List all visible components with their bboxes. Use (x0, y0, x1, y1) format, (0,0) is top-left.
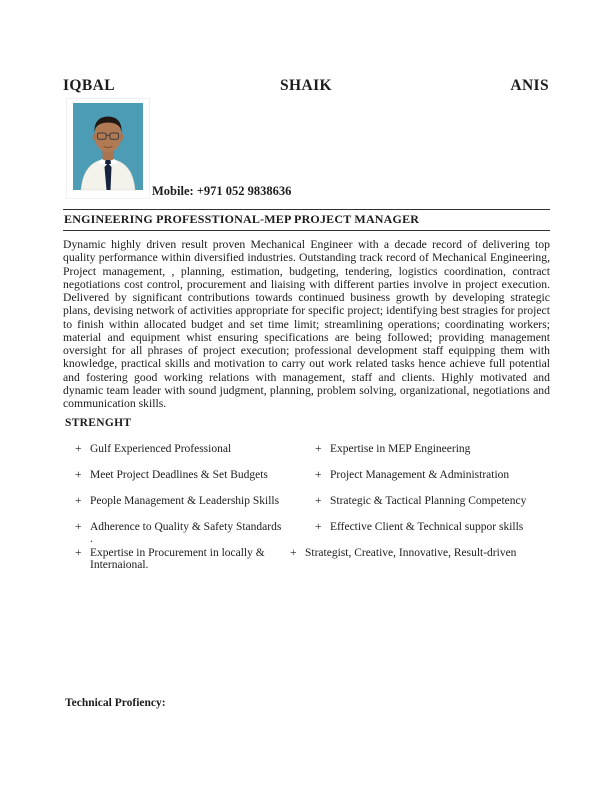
strength-item (315, 469, 547, 481)
strength-label: Expertise in MEP Engineering (330, 443, 471, 455)
strength-label: Expertise in Procurement in locally & Internaional. (90, 547, 265, 571)
plus-bullet-icon: + (75, 443, 82, 455)
strengths-row (63, 443, 550, 469)
plus-bullet-icon: + (290, 547, 297, 559)
strength-item (315, 521, 547, 533)
strength-item (75, 521, 287, 545)
strength-label: Gulf Experienced Professional (90, 443, 232, 455)
strength-item (315, 495, 547, 507)
strength-label: Project Management & Administration (330, 469, 510, 481)
plus-bullet-icon: + (315, 521, 322, 533)
summary-paragraph: Dynamic highly driven result proven Mechanical Engineer with a decade record of delivering top quality performance within diversified industries. Outstanding track record of Mechanical Engineering, Project management, , planning, estimation, budgeting, tendering, logistics coordination, contract negotiations cost control, procurement and liaising with different parties involve in project execution. Delivered by significant contributions towards continued business growth by developing strategic plans, devising network of activities appropriate for specific project; identifying best stragies for project to finish within allocated budget and set time limit; streamlining operations; coordinating workers; material and equipment whist ensuring specifications are being followed; providing management oversight for all phrases of project execution; professional development staff equipping them with knowledge, practical skills and motivation to carry out work related tasks hence achieve full potential and fostering good working relations with management, staff and clients. Highly motivated and dynamic team leader with sound judgment, planning, problem solving, organizational, negotiations and communication skills. (63, 238, 550, 410)
name-last: ANIS (510, 77, 549, 94)
plus-bullet-icon: + (315, 443, 322, 455)
plus-bullet-icon: + (75, 469, 82, 481)
plus-bullet-icon: + (75, 547, 82, 559)
plus-bullet-icon: + (315, 495, 322, 507)
plus-bullet-icon: + (315, 469, 322, 481)
portrait-photo-image (67, 99, 149, 198)
title-banner: ENGINEERING PROFESSTIONAL-MEP PROJECT MANAGER (63, 209, 550, 231)
plus-bullet-icon: + (75, 495, 82, 507)
name-middle: SHAIK (280, 77, 332, 94)
strengths-list (63, 443, 550, 573)
strength-item (75, 443, 287, 455)
strength-item (315, 443, 547, 455)
strengths-row (63, 521, 550, 547)
strength-label: Adherence to Quality & Safety Standards . (90, 521, 282, 545)
header-names (63, 77, 549, 95)
portrait-photo (67, 99, 149, 198)
strength-label: Strategist, Creative, Innovative, Result-driven (305, 547, 517, 559)
strength-label: Strategic & Tactical Planning Competency (330, 495, 527, 507)
technical-proficiency-heading: Technical Profiency: (65, 697, 166, 709)
strengths-row (63, 469, 550, 495)
strength-label: Meet Project Deadlines & Set Budgets (90, 469, 268, 481)
mobile-number: Mobile: +971 052 9838636 (152, 184, 292, 198)
strength-item (75, 547, 287, 571)
strength-label: Effective Client & Technical suppor skills (330, 521, 524, 533)
strength-item (290, 547, 522, 559)
strength-label: People Management & Leadership Skills (90, 495, 280, 507)
plus-bullet-icon: + (75, 521, 82, 533)
strengths-row (63, 547, 550, 573)
name-first: IQBAL (63, 77, 115, 94)
strength-item (75, 469, 287, 481)
strengths-row (63, 495, 550, 521)
strength-item (75, 495, 287, 507)
strengths-heading: STRENGHT (65, 417, 132, 429)
